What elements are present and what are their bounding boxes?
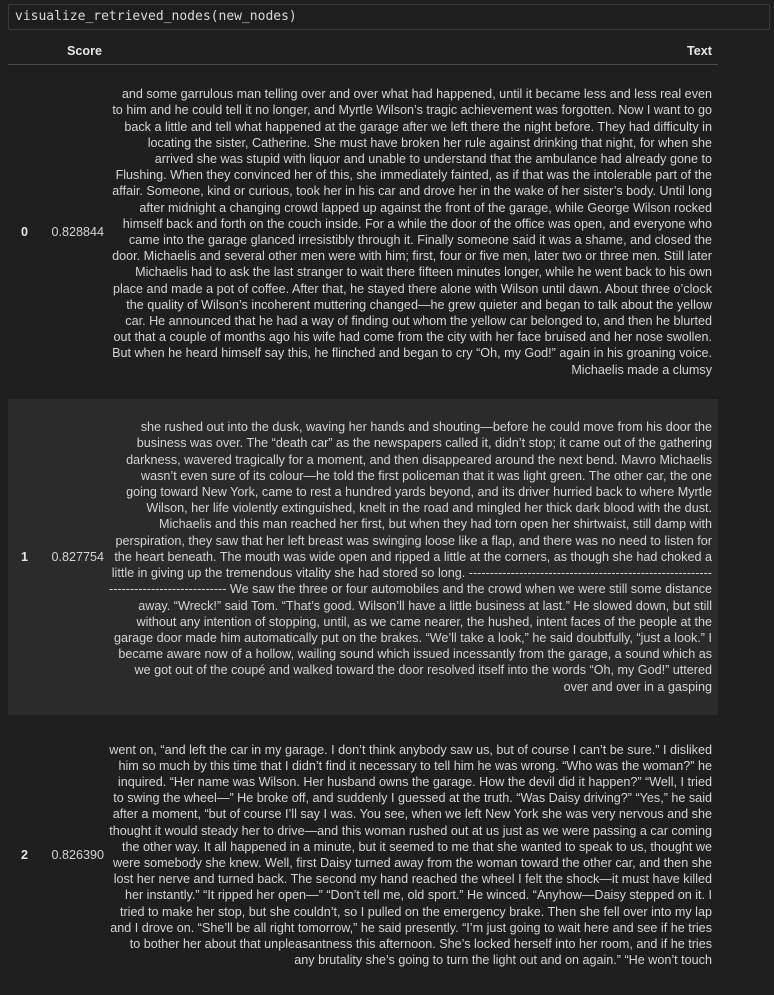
table-row — [8, 65, 718, 400]
row-score: 0.826390 — [51, 848, 104, 862]
row-index: 2 — [20, 848, 28, 862]
row-text: she rushed out into the dusk, waving her hands and shouting—before he could move from his door the business was over. The “death car” as the newspapers called it, didn’t stop; it came out of the gathering darkness, wavered tragically for a moment, and then disappeared around the next bend. Mavro Michaelis wasn’t even sure of its colour—he told the first policeman that it was light green. The other car, the one going toward New York, came to rest a hundred yards beyond, and its driver hurried back to where Myrtle Wilson, her life violently extinguished, knelt in the road and mingled her thick dark blood with the dust. Michaelis and this man reached her first, but when they had torn open her shirtwaist, still damp with perspiration, they saw that her left breast was swinging loose like a flap, and there was no need to listen for the heart beneath. The mouth was wide open and ripped a little at the corners, as though she had choked a little in giving up the tremendous vitality she had stored so long. -------------------------------------------------------------------------------------- We saw the three or four automobiles and the crowd when we were still some distance away. “Wreck!” said Tom. “That’s good. Wilson’ll have a little business at last.” He slowed down, but still without any intention of stopping, until, as we came nearer, the hushed, intent faces of the people at the garage door made him automatically put on the brakes. “We’ll take a look,” he said doubtfully, “just a look.” I became aware now of a hollow, wailing sound which issued incessantly from the garage, a sound which as we got out of the coupé and walked toward the door resolved itself into the words “Oh, my God!” uttered over and over in a gasping — [109, 420, 712, 694]
row-index: 0 — [20, 225, 28, 239]
row-index: 1 — [20, 550, 28, 564]
index-column-header — [8, 38, 32, 65]
cell-output — [8, 38, 718, 995]
row-score: 0.827754 — [51, 550, 104, 564]
table-row — [8, 715, 718, 995]
table-row — [8, 399, 718, 715]
score-column-header: Score — [32, 38, 108, 65]
code-cell-input[interactable]: visualize_retrieved_nodes(new_nodes) — [8, 4, 770, 30]
table-header-row — [8, 38, 718, 65]
row-text: went on, “and left the car in my garage. I don’t think anybody saw us, but of course I can’t be sure.” I disliked him so much by this time that I didn’t find it necessary to tell him he was wrong. “Who was the woman?” he inquired. “Her name was Wilson. Her husband owns the garage. How the devil did it happen?” “Well, I tried to swing the wheel—” He broke off, and suddenly I guessed at the truth. “Was Daisy driving?” “Yes,” he said after a moment, “but of course I’ll say I was. You see, when we left New York she was very nervous and she thought it would steady her to drive—and this woman rushed out at us just as we were passing a car coming the other way. It all happened in a minute, but it seemed to me that she wanted to speak to us, thought we were somebody she knew. Well, first Daisy turned away from the woman toward the other car, and then she lost her nerve and turned back. The second my hand reached the wheel I felt the shock—it must have killed her instantly.” “It ripped her open—” “Don’t tell me, old sport.” He winced. “Anyhow—Daisy stepped on it. I tried to make her stop, but she couldn’t, so I pulled on the emergency brake. Then she fell over into my lap and I drove on. “She’ll be all right tomorrow,” he said presently. “I’m just going to wait here and see if he tries to bother her about that unpleasantness this afternoon. She’s locked herself into her room, and if he tries any brutality she’s going to turn the light out and on again.” “He won’t touch — [109, 742, 712, 968]
text-column-header: Text — [108, 38, 718, 65]
row-text: and some garrulous man telling over and over what had happened, until it became less and less real even to him and he could tell it no longer, and Myrtle Wilson’s tragic achievement was forgotten. Now I want to go back a little and tell what happened at the garage after we left there the night before. They had difficulty in locating the sister, Catherine. She must have broken her rule against drinking that night, for when she arrived she was stupid with liquor and unable to understand that the ambulance had already gone to Flushing. When they convinced her of this, she immediately fainted, as if that was the intolerable part of the affair. Someone, kind or curious, took her in his car and drove her in the wake of her sister’s body. Until long after midnight a changing crowd lapped up against the front of the garage, while George Wilson rocked himself back and forth on the couch inside. For a while the door of the office was open, and everyone who came into the garage glanced irresistibly through it. Finally someone said it was a shame, and closed the door. Michaelis and several other men were with him; first, four or five men, later two or three men. Still later Michaelis had to ask the last stranger to wait there fifteen minutes longer, while he went back to his own place and made a pot of coffee. After that, he stayed there alone with Wilson until dawn. About three o’clock the quality of Wilson’s incoherent muttering changed—he grew quieter and began to talk about the yellow car. He announced that he had a way of finding out whom the yellow car belonged to, and then he blurted out that a couple of months ago his wife had come from the city with her face bruised and her nose swollen. But when he heard himself say this, he flinched and began to cry “Oh, my God!” again in his groaning voice. Michaelis made a clumsy — [112, 87, 712, 377]
retrieved-nodes-table — [8, 38, 718, 995]
row-score: 0.828844 — [51, 225, 104, 239]
